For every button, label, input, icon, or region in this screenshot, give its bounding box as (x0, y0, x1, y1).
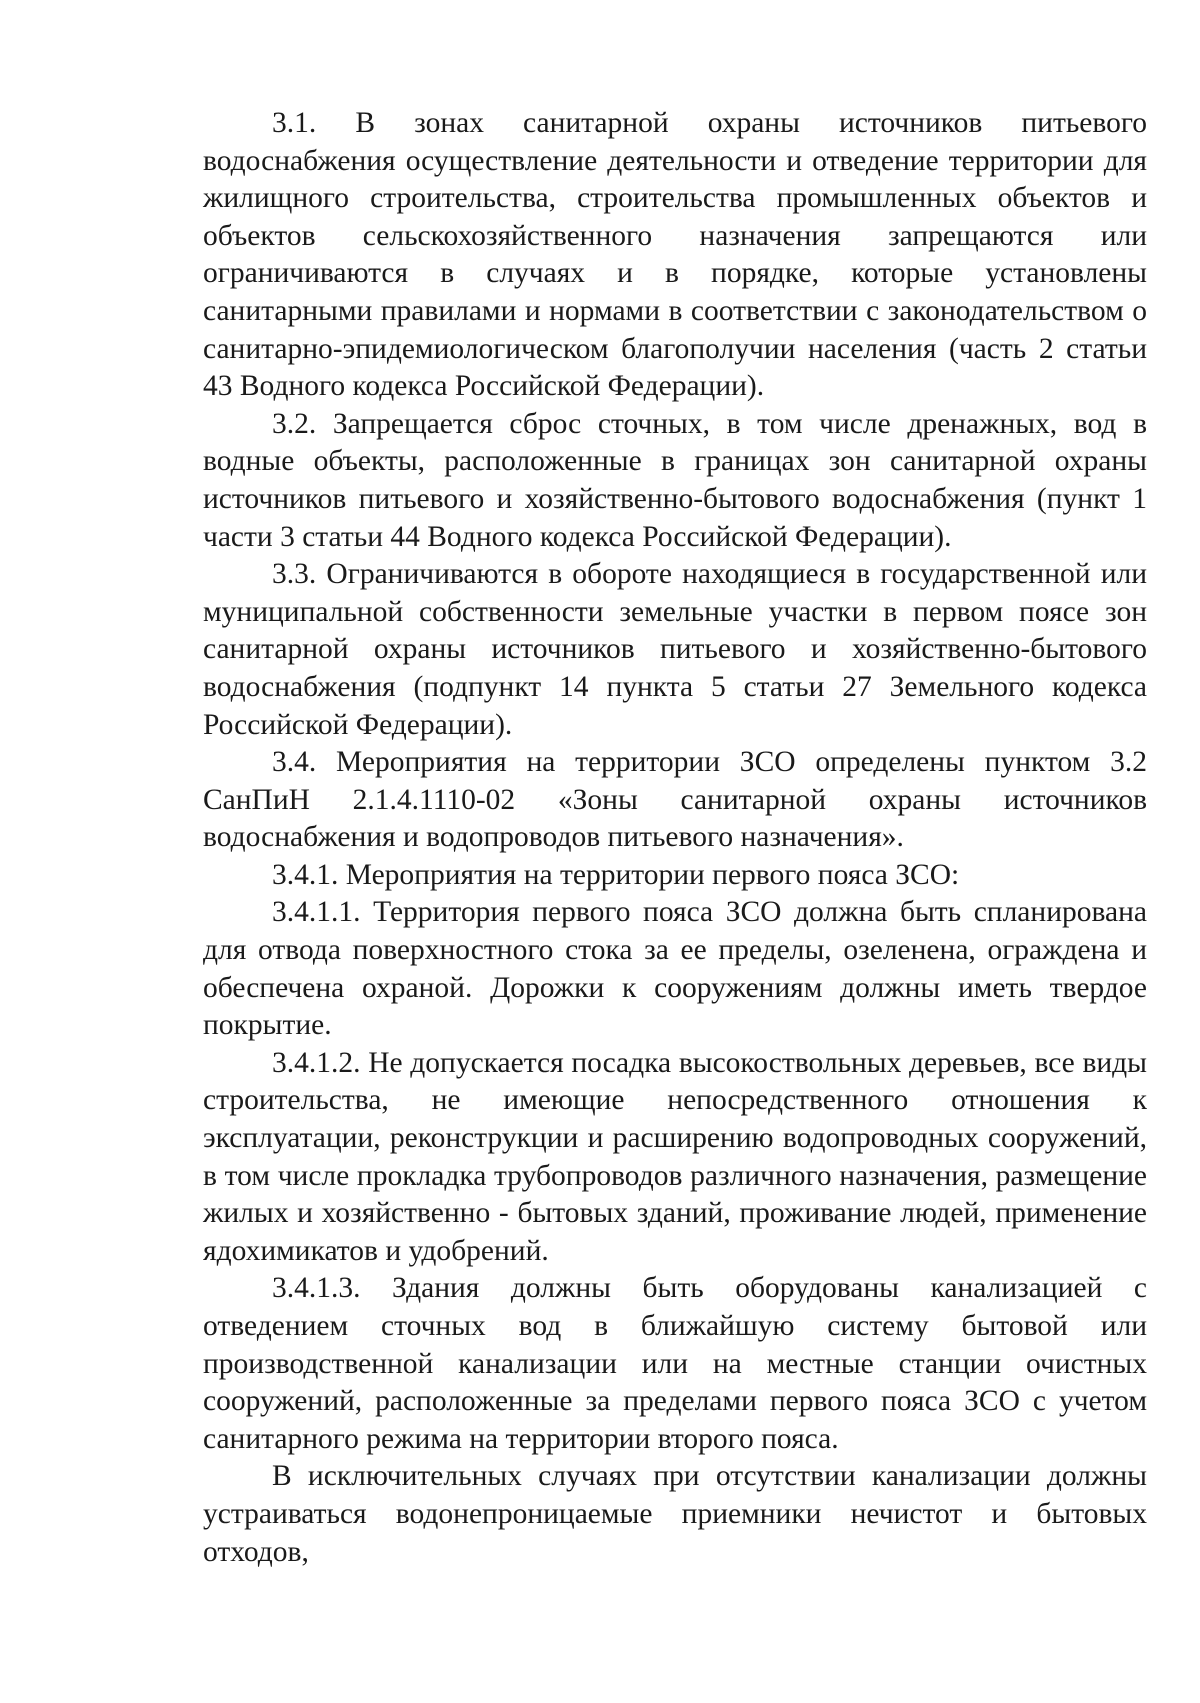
paragraph-3-4-1-3: 3.4.1.3. Здания должны быть оборудованы канализацией с отведением сточных вод в ближайшую систему бытовой или производственной канализации или на местные станции очистных сооружений, расположенные за пределами первого пояса ЗСО с учетом санитарного режима на территории второго пояса. (203, 1272, 1147, 1455)
paragraph-3-3: 3.3. Ограничиваются в обороте находящиеся в государственной или муниципальной собственности земельные участки в первом поясе зон санитарной охраны источников питьевого и хозяйственно-бытового водоснабжения (подпункт 14 пункта 5 статьи 27 Земельного кодекса Российской Федерации). (203, 558, 1147, 741)
paragraph-3-4-1-1: 3.4.1.1. Территория первого пояса ЗСО должна быть спланирована для отвода поверхностного стока за ее пределы, озеленена, ограждена и обеспечена охраной. Дорожки к сооружениям должны иметь твердое покрытие. (203, 896, 1147, 1042)
paragraph-3-2: 3.2. Запрещается сброс сточных, в том числе дренажных, вод в водные объекты, расположенные в границах зон санитарной охраны источников питьевого и хозяйственно-бытового водоснабжения (пункт 1 части 3 статьи 44 Водного кодекса Российской Федерации). (203, 407, 1147, 553)
paragraph-3-4-1-2: 3.4.1.2. Не допускается посадка высокоствольных деревьев, все виды строительства, не имеющие непосредственного отношения к эксплуатации, реконструкции и расширению водопроводных сооружений, в том числе прокладка трубопроводов различного назначения, размещение жилых и хозяйственно - бытовых зданий, проживание людей, применение ядохимикатов и удобрений. (203, 1046, 1147, 1267)
paragraph-3-4: 3.4. Мероприятия на территории ЗСО определены пунктом 3.2 СанПиН 2.1.4.1110-02 «Зоны санитарной охраны источников водоснабжения и водопроводов питьевого назначения». (203, 746, 1147, 854)
paragraph-exceptional-cases: В исключительных случаях при отсутствии канализации должны устраиваться водонепроницаемые приемники нечистот и бытовых отходов, (203, 1460, 1147, 1568)
paragraph-3-4-1: 3.4.1. Мероприятия на территории первого пояса ЗСО: (272, 858, 960, 891)
paragraph-3-1: 3.1. В зонах санитарной охраны источников питьевого водоснабжения осуществление деятельности и отведение территории для жилищного строительства, строительства промышленных объектов и объектов сельскохозяйственного назначения запрещаются или ограничиваются в случаях и в порядке, которые установлены санитарными правилами и нормами в соответствии с законодательством о санитарно-эпидемиологическом благополучии населения (часть 2 статьи 43 Водного кодекса Российской Федерации). (203, 107, 1147, 403)
document-body (203, 105, 1147, 1571)
